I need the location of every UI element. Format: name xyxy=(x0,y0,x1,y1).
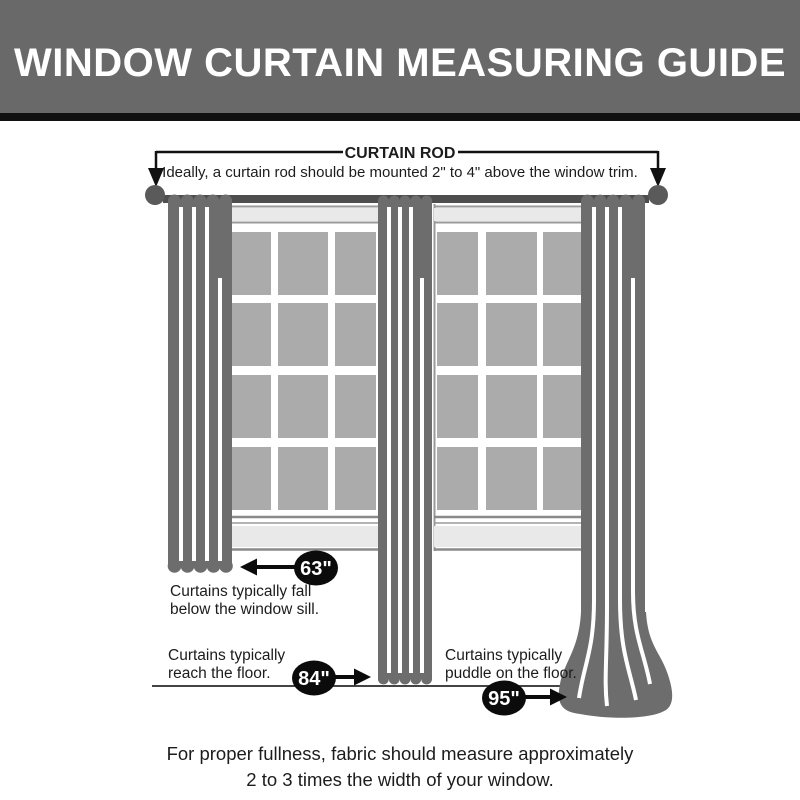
window-pane-grid xyxy=(437,232,582,510)
rod-finial-right-icon xyxy=(648,185,668,205)
measurement-value-sill: 63" xyxy=(300,558,332,580)
arrow-right-icon xyxy=(354,669,371,686)
window-pane xyxy=(486,375,537,438)
label-puddle-line1: Curtains typically xyxy=(445,647,563,664)
window-pane xyxy=(437,375,478,438)
footer-line2: 2 to 3 times the width of your window. xyxy=(246,769,554,790)
window-pane xyxy=(230,232,271,295)
label-sill-line2: below the window sill. xyxy=(170,601,320,618)
footer-line1: For proper fullness, fabric should measure approximately xyxy=(166,743,634,764)
page-title: WINDOW CURTAIN MEASURING GUIDE xyxy=(14,41,786,85)
curtain-panel-center xyxy=(378,196,432,685)
window-pane xyxy=(543,232,582,295)
window-pane xyxy=(437,232,478,295)
window-pane xyxy=(486,232,537,295)
window-pane xyxy=(543,447,582,510)
measurement-value-puddle: 95" xyxy=(488,688,520,710)
label-floor-line1: Curtains typically xyxy=(168,647,286,664)
label-puddle-line2: puddle on the floor. xyxy=(445,665,577,682)
label-floor xyxy=(168,647,285,682)
window-sill-band xyxy=(434,526,583,547)
label-floor-line2: reach the floor. xyxy=(168,665,271,682)
window-pane xyxy=(335,447,376,510)
header-banner xyxy=(0,0,800,121)
window-header-band xyxy=(434,208,583,221)
curtain-rod-label: CURTAIN ROD xyxy=(344,145,456,162)
window-pane xyxy=(230,447,271,510)
window-pane xyxy=(230,303,271,366)
curtain-body xyxy=(168,200,232,566)
window-pane xyxy=(278,303,328,366)
arrow-down-right-icon xyxy=(650,168,666,187)
window-pane-grid xyxy=(230,232,376,510)
window-pane xyxy=(278,375,328,438)
measurement-value-floor: 84" xyxy=(298,668,330,690)
window-pane xyxy=(486,447,537,510)
curtain-body xyxy=(581,200,645,620)
measurement-floor xyxy=(292,661,371,696)
window-pane xyxy=(278,447,328,510)
window-pane xyxy=(335,232,376,295)
window-pane xyxy=(230,375,271,438)
window-right xyxy=(434,204,583,551)
window-pane xyxy=(486,303,537,366)
window-sill-band xyxy=(229,526,397,547)
arrow-left-icon xyxy=(240,559,257,576)
footer-note xyxy=(167,743,635,790)
window-pane xyxy=(278,232,328,295)
banner-bottom-strip xyxy=(0,113,800,121)
window-left xyxy=(229,204,398,551)
label-sill xyxy=(170,583,319,618)
window-pane xyxy=(543,375,582,438)
curtain-rod-note: Ideally, a curtain rod should be mounted 2" to 4" above the window trim. xyxy=(162,164,638,181)
window-pane xyxy=(437,303,478,366)
window-pane xyxy=(543,303,582,366)
label-sill-line1: Curtains typically fall xyxy=(170,583,312,600)
window-pane xyxy=(335,303,376,366)
window-header-band xyxy=(229,208,397,221)
window-pane xyxy=(437,447,478,510)
curtain-rod-callout xyxy=(148,145,666,187)
window-pane xyxy=(335,375,376,438)
label-puddle xyxy=(445,647,577,682)
measurement-sill xyxy=(240,551,338,586)
rod-finial-left-icon xyxy=(145,185,165,205)
curtain-panel-left xyxy=(168,195,233,573)
